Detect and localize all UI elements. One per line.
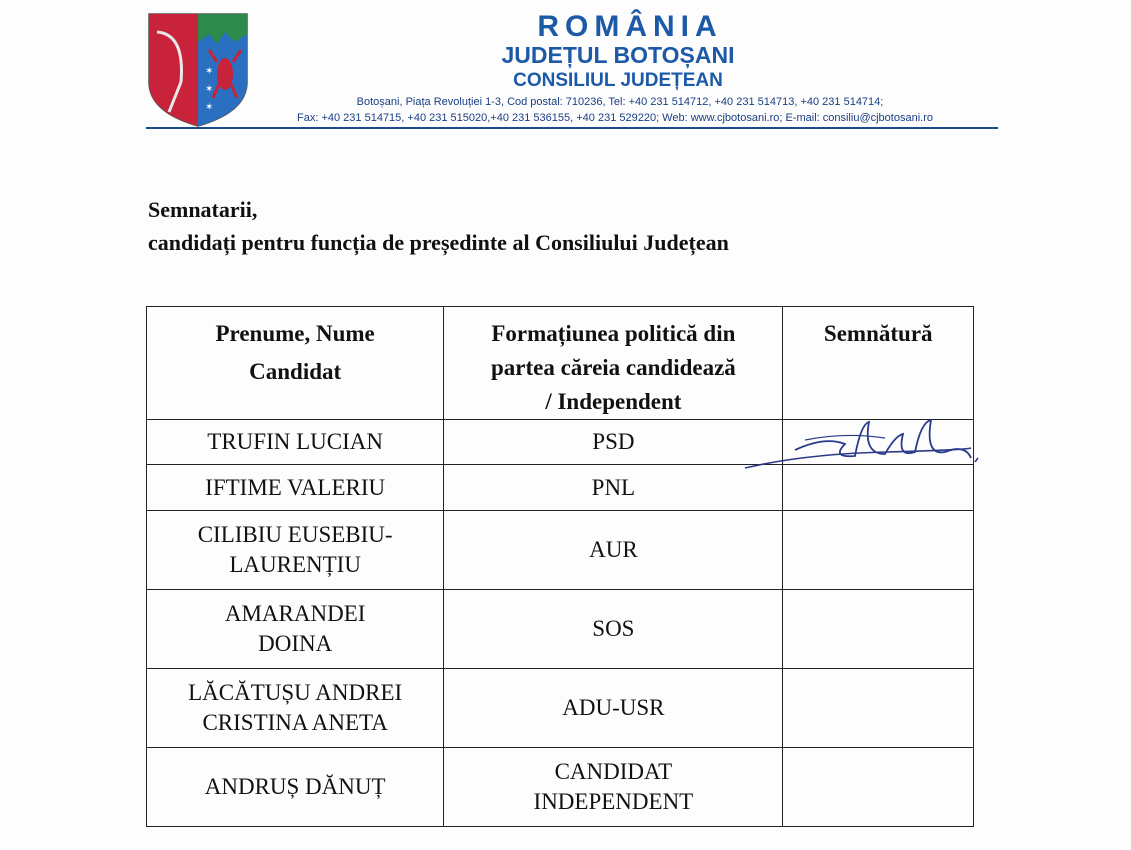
- candidate-name: AMARANDEI DOINA: [147, 590, 444, 669]
- candidates-table: [146, 306, 974, 827]
- county-crest-logo: [147, 12, 249, 128]
- signature-cell: [783, 420, 974, 465]
- candidate-party: SOS: [444, 590, 783, 669]
- table-row: [147, 590, 974, 669]
- candidate-name: CILIBIU EUSEBIU- LAURENȚIU: [147, 511, 444, 590]
- candidate-party: ADU-USR: [444, 669, 783, 748]
- header-name: Prenume, Nume Candidat: [147, 307, 444, 420]
- svg-text:✶: ✶: [205, 66, 214, 77]
- table-row: [147, 669, 974, 748]
- signature-cell: [783, 669, 974, 748]
- header-address-line1: Botoșani, Piața Revoluției 1-3, Cod postal: 710236, Tel: +40 231 514712, +40 231 514713, +40 231 514714;: [356, 96, 884, 108]
- header-divider: [146, 127, 998, 129]
- header-signature: Semnătură: [783, 307, 974, 420]
- table-row: [147, 420, 974, 465]
- signature-cell: [783, 511, 974, 590]
- candidate-name: LĂCĂTUȘU ANDREI CRISTINA ANETA: [147, 669, 444, 748]
- header-address-line2: Fax: +40 231 514715, +40 231 515020,+40 231 536155, +40 231 529220; Web: www.cjbotosani.ro; E-mail: consiliu@cjbotosani.ro: [297, 112, 933, 124]
- table-row: [147, 748, 974, 827]
- svg-text:✶: ✶: [205, 102, 214, 113]
- candidate-party: PNL: [444, 465, 783, 511]
- candidate-name: IFTIME VALERIU: [147, 465, 444, 511]
- candidate-party: PSD: [444, 420, 783, 465]
- table-header-row: [147, 307, 974, 420]
- header-county: JUDEȚUL BOTOȘANI: [501, 42, 735, 68]
- candidate-party: AUR: [444, 511, 783, 590]
- candidate-party: CANDIDAT INDEPENDENT: [444, 748, 783, 827]
- svg-text:✶: ✶: [205, 84, 214, 95]
- candidate-name: ANDRUȘ DĂNUȚ: [147, 748, 444, 827]
- signature-cell: [783, 748, 974, 827]
- header-party: Formațiunea politică din partea căreia candidează / Independent: [444, 307, 783, 420]
- candidate-name: TRUFIN LUCIAN: [147, 420, 444, 465]
- header-council: CONSILIUL JUDEȚEAN: [513, 70, 723, 91]
- intro-subtitle: candidați pentru funcția de președinte al Consiliului Județean: [148, 230, 729, 255]
- header-country: ROMÂNIA: [537, 10, 723, 43]
- intro-title: Semnatarii,: [148, 197, 258, 222]
- table-row: [147, 511, 974, 590]
- signature-cell: [783, 590, 974, 669]
- handwritten-signature: [735, 414, 985, 474]
